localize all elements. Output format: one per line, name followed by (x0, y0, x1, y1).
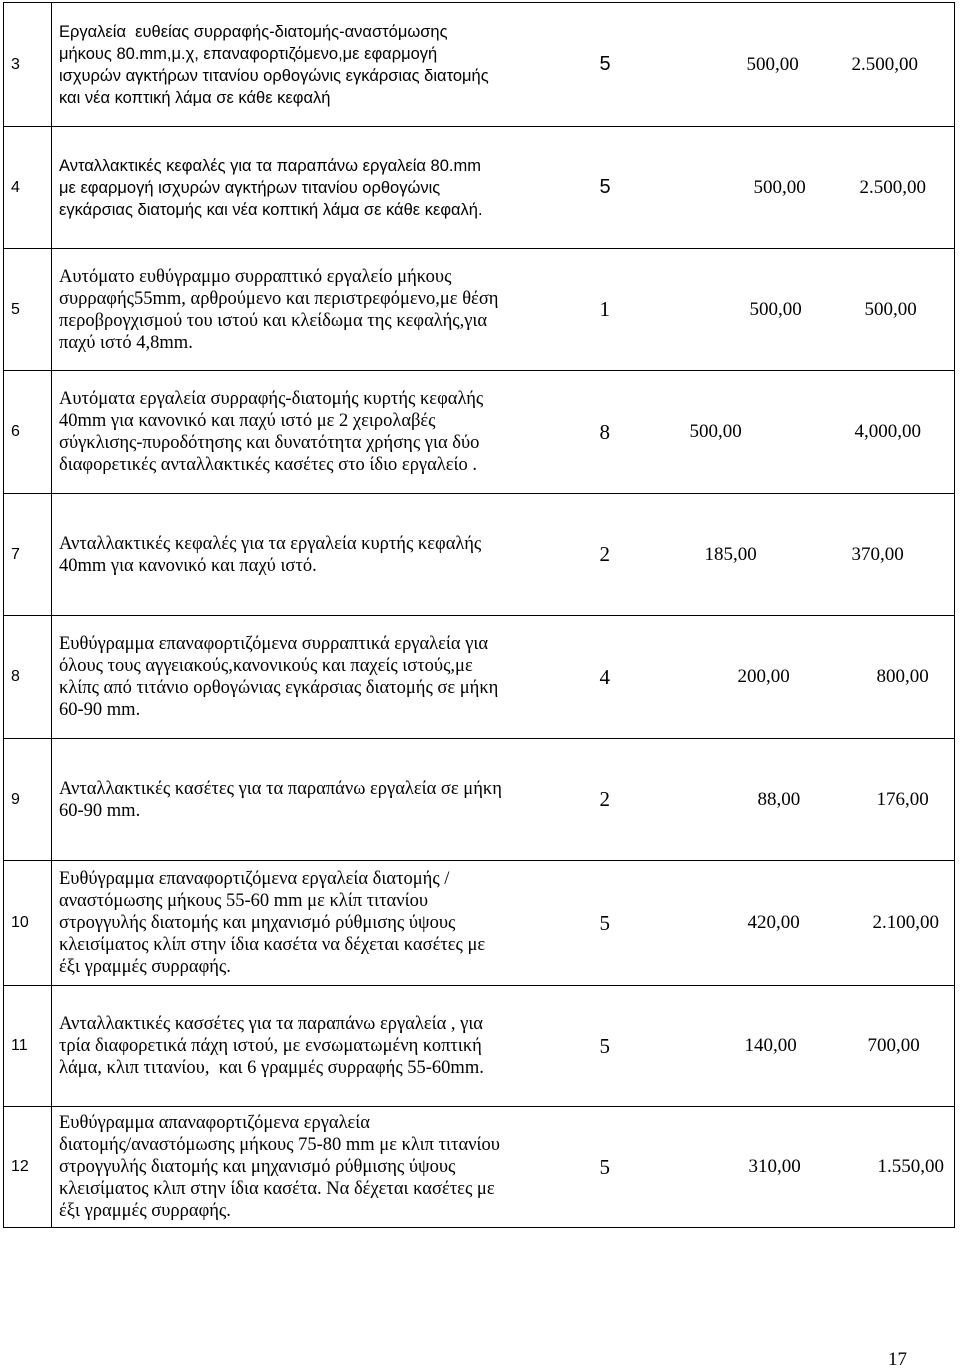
description-line: κλεισίματος κλιπ στην ίδια κασέτα. Να δέχεται κασέτες με (59, 1179, 495, 1199)
item-number: 3 (4, 3, 52, 126)
table-row (3, 2, 955, 126)
item-unit-price: 500,00 (746, 53, 799, 75)
item-quantity: 5 (599, 53, 611, 75)
description-line: παχύ ιστό 4,8mm. (59, 332, 193, 353)
description-line: όλους τους αγγειακούς,κανονικούς και παχείς ιστούς,με (59, 656, 473, 676)
item-number: 7 (4, 494, 52, 615)
description-line: διαφορετικές ανταλλακτικές κασέτες στο ίδιο εργαλείο . (59, 455, 478, 475)
item-total: 500,00 (864, 298, 917, 320)
item-quantity: 5 (599, 910, 610, 935)
item-quantity: 2 (599, 542, 610, 566)
page-number: 17 (888, 1349, 907, 1370)
item-description (59, 127, 579, 248)
item-number: 11 (4, 986, 52, 1106)
item-quantity: 5 (599, 1154, 610, 1179)
item-description (59, 3, 579, 126)
description-line: Αυτόματο ευθύγραμμο συρραπτικό εργαλείο μήκους (59, 266, 452, 287)
item-number: 10 (4, 861, 52, 985)
item-description (59, 861, 579, 985)
item-number: 5 (4, 249, 52, 370)
item-number: 9 (4, 739, 52, 860)
table-row (3, 1106, 955, 1228)
item-unit-price: 88,00 (757, 788, 801, 810)
description-line: Αυτόματα εργαλεία συρραφής-διατομής κυρτής κεφαλής (59, 389, 484, 409)
table-row (3, 738, 955, 860)
item-number: 12 (4, 1107, 52, 1227)
table-row (3, 985, 955, 1106)
item-total: 176,00 (876, 788, 929, 810)
item-total: 1.550,00 (877, 1156, 944, 1177)
item-total: 2.100,00 (872, 912, 939, 933)
description-line: Ανταλλακτικές κασσέτες για τα παραπάνω εργαλεία , για (59, 1014, 483, 1034)
item-quantity: 4 (599, 664, 610, 689)
description-line: με εφαρμογή ισχυρών αγκτήρων τιτανίου ορθογώνις (59, 178, 441, 197)
item-unit-price: 200,00 (737, 666, 790, 687)
item-total: 4,000,00 (854, 421, 921, 442)
table-row (3, 370, 955, 493)
description-line: ισχυρών αγκτήρων τιτανίου ορθογώνις εγκάρσιας διατομής (59, 66, 489, 85)
item-description (59, 1107, 579, 1227)
item-quantity: 1 (599, 297, 610, 321)
description-line: 40mm για κανονικό και παχύ ιστό. (59, 555, 317, 576)
item-quantity: 2 (599, 787, 610, 811)
table-row (3, 248, 955, 370)
item-number: 6 (4, 371, 52, 493)
description-line: εγκάρσιας διατομής και νέα κοπτική λάμα σε κάθε κεφαλή. (59, 200, 483, 219)
description-line: και νέα κοπτική λάμα σε κάθε κεφαλή (59, 88, 331, 107)
item-description (59, 494, 579, 615)
table-row (3, 493, 955, 615)
item-total: 700,00 (867, 1035, 920, 1056)
item-unit-price: 500,00 (749, 298, 802, 320)
item-description (59, 616, 579, 738)
item-unit-price: 500,00 (753, 176, 806, 198)
item-number: 8 (4, 616, 52, 738)
item-quantity: 8 (599, 419, 610, 444)
table-row (3, 860, 955, 985)
table-row (3, 126, 955, 248)
description-line: 60-90 mm. (59, 700, 141, 720)
description-line: λάμα, κλιπ τιτανίου, και 6 γραμμές συρραφής 55-60mm. (59, 1058, 484, 1078)
description-line: Ευθύγραμμα απαναφορτιζόμενα εργαλεία (59, 1113, 370, 1133)
item-unit-price: 420,00 (747, 912, 800, 933)
description-line: Εργαλεία ευθείας συρραφής-διατομής-αναστόμωσης (59, 22, 448, 41)
item-total: 2.500,00 (851, 53, 918, 75)
description-line: αναστόμωσης μήκους 55-60 mm με κλίπ τιτανίου (59, 891, 428, 911)
item-total: 2.500,00 (859, 176, 926, 198)
table-row (3, 615, 955, 738)
description-line: Ανταλλακτικές κεφαλές για τα εργαλεία κυρτής κεφαλής (59, 533, 482, 554)
item-description (59, 249, 579, 370)
item-unit-price: 500,00 (689, 421, 742, 442)
description-line: έξι γραμμές συρραφής. (59, 1201, 231, 1221)
item-quantity: 5 (599, 1033, 610, 1058)
description-line: Ανταλλακτικές κασέτες για τα παραπάνω εργαλεία σε μήκη (59, 778, 502, 799)
description-line: 60-90 mm. (59, 800, 141, 821)
item-quantity: 5 (599, 176, 611, 198)
description-line: περοβρογχισμού του ιστού και κλείδωμα της κεφαλής,για (59, 310, 488, 331)
item-description (59, 739, 579, 860)
description-line: Ευθύγραμμα επαναφορτιζόμενα εργαλεία διατομής / (59, 869, 450, 889)
item-unit-price: 310,00 (748, 1156, 801, 1177)
item-unit-price: 140,00 (744, 1035, 797, 1056)
description-line: 40mm για κανονικό και παχύ ιστό με 2 χειρολαβές (59, 411, 436, 431)
description-line: μήκους 80.mm,μ.χ, επαναφορτιζόμενο,με εφαρμογή (59, 44, 438, 63)
description-line: Ανταλλακτικές κεφαλές για τα παραπάνω εργαλεία 80.mm (59, 156, 481, 175)
description-line: στρογγυλής διατομής και μηχανισμό ρύθμισης ύψους (59, 1157, 456, 1177)
item-number: 4 (4, 127, 52, 248)
item-description (59, 986, 579, 1106)
item-description (59, 371, 579, 493)
description-line: έξι γραμμές συρραφής. (59, 957, 231, 977)
description-line: τρία διαφορετικά πάχη ιστού, με ενσωματωμένη κοπτική (59, 1036, 482, 1056)
item-total: 370,00 (851, 543, 904, 565)
description-line: κλίπς από τιτάνιο ορθογώνιας εγκάρσιας διατομής σε μήκη (59, 678, 499, 698)
item-total: 800,00 (876, 666, 929, 687)
description-line: συρραφής55mm, αρθρούμενο και περιστρεφόμενο,με θέση (59, 288, 499, 309)
item-unit-price: 185,00 (704, 543, 757, 565)
description-line: διατομής/αναστόμωσης μήκους 75-80 mm με κλιπ τιτανίου (59, 1135, 500, 1155)
description-line: κλεισίματος κλίπ στην ίδια κασέτα να δέχεται κασέτες με (59, 935, 486, 955)
description-line: Ευθύγραμμα επαναφορτιζόμενα συρραπτικά εργαλεία για (59, 634, 489, 654)
description-line: στρογγυλής διατομής και μηχανισμό ρύθμισης ύψους (59, 913, 456, 933)
description-line: σύγκλισης-πυροδότησης και δυνατότητα χρήσης για δύο (59, 433, 480, 453)
